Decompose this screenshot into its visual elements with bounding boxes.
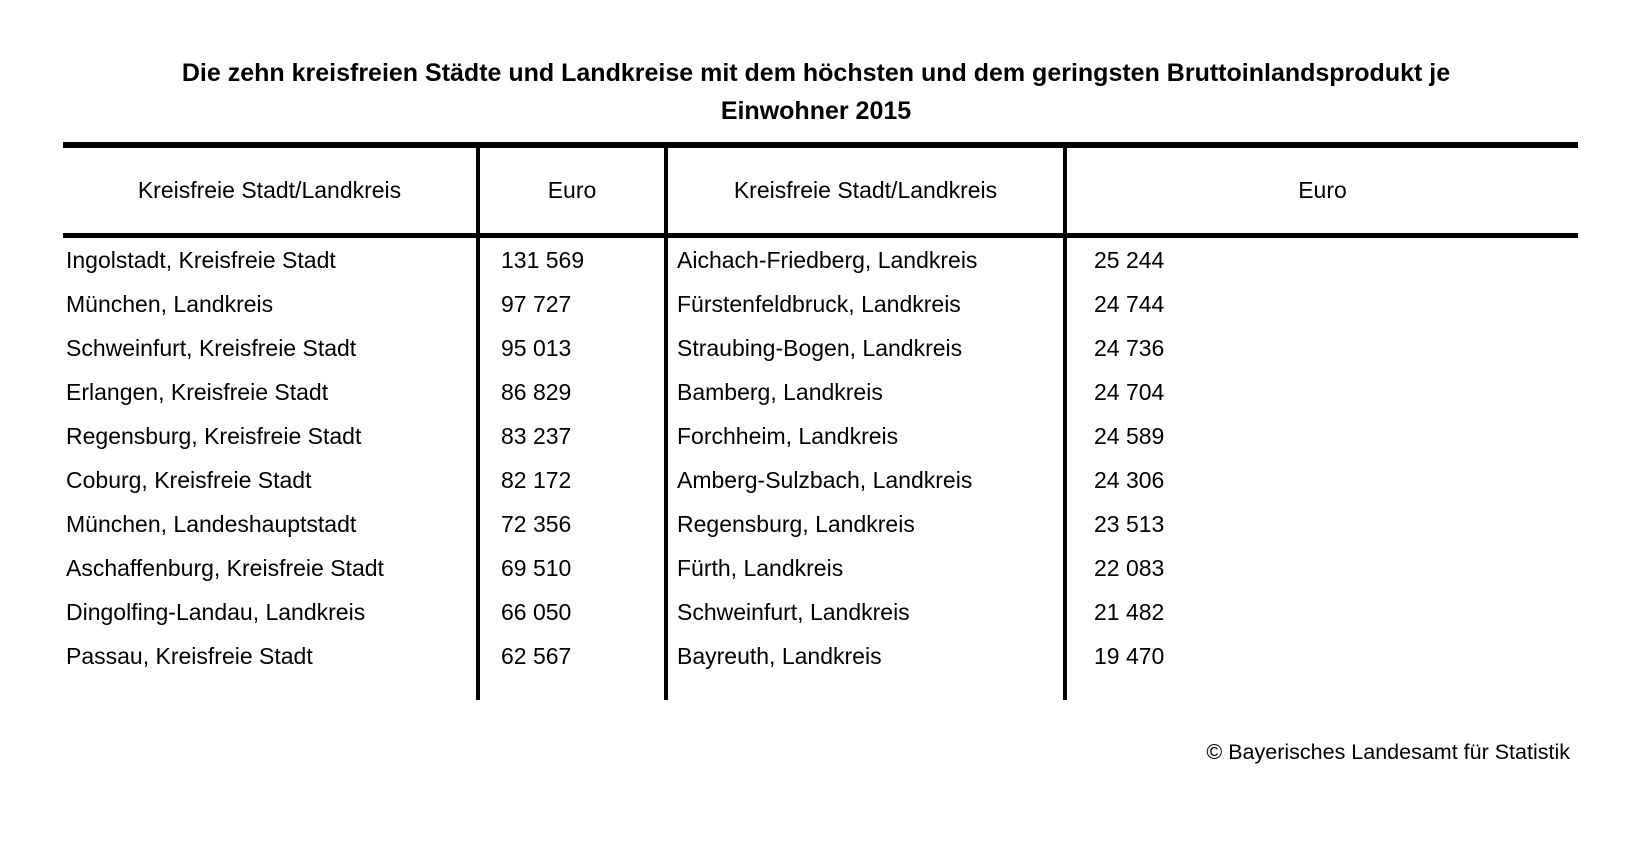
value-cell-highest: 72 356 — [480, 502, 668, 546]
value-cell-highest: 62 567 — [480, 634, 668, 678]
column-header-euro-highest: Euro — [480, 148, 668, 238]
table-bottom-rule-extension — [668, 678, 1067, 700]
value-cell-lowest: 24 736 — [1094, 334, 1165, 361]
region-cell-lowest: Fürth, Landkreis — [668, 546, 1067, 590]
column-header-euro-lowest: Euro — [1067, 148, 1578, 238]
gdp-per-capita-table — [63, 142, 1578, 700]
region-cell-highest: Dingolfing-Landau, Landkreis — [63, 590, 480, 634]
region-cell-highest: Ingolstadt, Kreisfreie Stadt — [63, 238, 480, 282]
page-title — [66, 54, 1566, 130]
value-cell-highest: 86 829 — [480, 370, 668, 414]
region-cell-highest: München, Landkreis — [63, 282, 480, 326]
region-cell-lowest: Schweinfurt, Landkreis — [668, 590, 1067, 634]
value-cell-lowest: 24 306 — [1094, 466, 1165, 493]
value-cell-lowest: 19 470 — [1094, 642, 1165, 669]
value-cell-highest: 95 013 — [480, 326, 668, 370]
column-header-region-lowest: Kreisfreie Stadt/Landkreis — [668, 148, 1067, 238]
region-cell-lowest: Straubing-Bogen, Landkreis — [668, 326, 1067, 370]
value-cell-lowest: 24 704 — [1094, 378, 1165, 405]
value-cell-highest: 66 050 — [480, 590, 668, 634]
value-cell-highest: 83 237 — [480, 414, 668, 458]
region-cell-highest: Regensburg, Kreisfreie Stadt — [63, 414, 480, 458]
value-cell-lowest: 24 589 — [1094, 422, 1165, 449]
value-cell-highest: 131 569 — [480, 238, 668, 282]
value-cell-highest: 69 510 — [480, 546, 668, 590]
value-cell-lowest: 24 744 — [1094, 290, 1165, 317]
region-cell-lowest: Regensburg, Landkreis — [668, 502, 1067, 546]
region-cell-highest: Schweinfurt, Kreisfreie Stadt — [63, 326, 480, 370]
region-cell-lowest: Fürstenfeldbruck, Landkreis — [668, 282, 1067, 326]
value-cell-lowest: 25 244 — [1094, 246, 1165, 273]
value-cell-highest: 97 727 — [480, 282, 668, 326]
value-cell-lowest: 23 513 — [1094, 510, 1165, 537]
page-title-line-1: Die zehn kreisfreien Städte und Landkreise mit dem höchsten und dem geringsten Bruttoinlandsprodukt je — [181, 59, 1451, 87]
region-cell-highest: Aschaffenburg, Kreisfreie Stadt — [63, 546, 480, 590]
region-cell-lowest: Amberg-Sulzbach, Landkreis — [668, 458, 1067, 502]
value-cell-lowest: 21 482 — [1094, 598, 1165, 625]
table-bottom-rule-extension — [480, 678, 668, 700]
region-cell-lowest: Aichach-Friedberg, Landkreis — [668, 238, 1067, 282]
region-cell-lowest: Forchheim, Landkreis — [668, 414, 1067, 458]
region-cell-highest: Erlangen, Kreisfreie Stadt — [63, 370, 480, 414]
table-bottom-rule-extension — [63, 678, 480, 700]
region-cell-lowest: Bamberg, Landkreis — [668, 370, 1067, 414]
value-cell-highest: 82 172 — [480, 458, 668, 502]
column-header-region-highest: Kreisfreie Stadt/Landkreis — [63, 148, 480, 238]
region-cell-highest: München, Landeshauptstadt — [63, 502, 480, 546]
value-cell-lowest: 22 083 — [1094, 554, 1165, 581]
region-cell-highest: Coburg, Kreisfreie Stadt — [63, 458, 480, 502]
region-cell-highest: Passau, Kreisfreie Stadt — [63, 634, 480, 678]
table-bottom-rule-extension — [1067, 678, 1578, 700]
region-cell-lowest: Bayreuth, Landkreis — [668, 634, 1067, 678]
copyright-notice: © Bayerisches Landesamt für Statistik — [1206, 740, 1570, 764]
page-title-line-2: Einwohner 2015 — [720, 97, 912, 125]
